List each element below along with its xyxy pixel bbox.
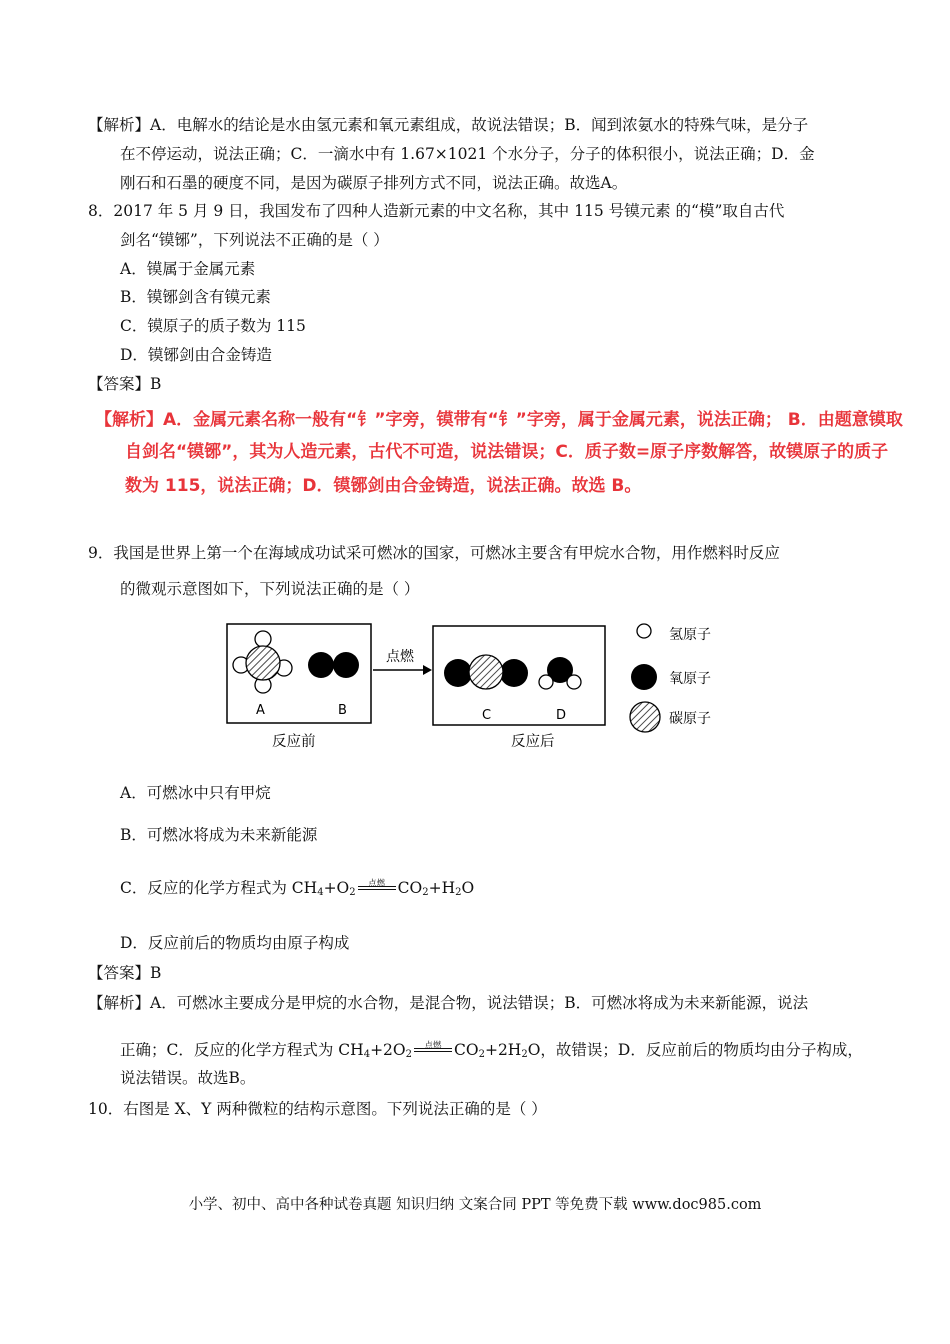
label-c: C xyxy=(482,708,492,723)
label-a: A xyxy=(256,703,265,718)
methane-molecule xyxy=(233,631,292,693)
hydrogen-atom xyxy=(539,675,553,689)
q9-option-c-prefix: C．反应的化学方程式为 xyxy=(120,879,292,897)
q10-stem: 10．右图是 X、Y 两种微粒的结构示意图。下列说法正确的是（ ） xyxy=(88,1100,547,1118)
equation-reactants: $CH_4+2O_2$ xyxy=(338,1041,412,1060)
q8-analysis-line-2: 自剑名“镆铘”，其为人造元素，古代不可造，说法错误；C．质子数=原子序数解答，故镆原子的质子 xyxy=(125,442,889,462)
q8-answer: 【答案】B xyxy=(88,375,162,393)
carbon-dioxide-molecule xyxy=(444,655,528,689)
legend-oxygen-label: 氧原子 xyxy=(669,671,711,687)
q9-analysis-line-1: 【解析】A．可燃冰主要成分是甲烷的水合物，是混合物，说法错误；B．可燃冰将成为未来新能源，说法 xyxy=(88,994,809,1012)
legend-carbon-label: 碳原子 xyxy=(669,711,711,727)
q8-option-c: C．镆原子的质子数为 115 xyxy=(120,317,306,335)
reaction-diagram xyxy=(220,615,740,755)
q8-option-b: B．镆铘剑含有镆元素 xyxy=(120,288,271,306)
q9-analysis-line-3: 说法错误。故选B。 xyxy=(120,1069,256,1087)
q9-stem-line-2: 的微观示意图如下，下列说法正确的是（ ） xyxy=(120,580,420,598)
q9-option-b: B．可燃冰将成为未来新能源 xyxy=(120,826,318,844)
carbon-atom xyxy=(246,646,280,680)
water-molecule xyxy=(539,657,581,689)
oxygen-atom xyxy=(333,652,359,678)
oxygen-atom xyxy=(444,659,472,687)
legend-hydrogen-label: 氢原子 xyxy=(669,627,711,643)
q8-option-a: A．镆属于金属元素 xyxy=(120,260,256,278)
oxygen-atom xyxy=(308,652,334,678)
legend-oxygen-icon xyxy=(631,664,657,690)
label-b: B xyxy=(338,703,347,718)
carbon-atom xyxy=(469,655,503,689)
legend-carbon-icon xyxy=(630,702,660,732)
q7-analysis-line-1: 【解析】A．电解水的结论是水由氢元素和氧元素组成，故说法错误；B．闻到浓氨水的特殊气味，是分子 xyxy=(88,116,809,134)
q9-option-c xyxy=(120,878,474,903)
q9-answer: 【答案】B xyxy=(88,964,162,982)
oxygen-atom xyxy=(500,659,528,687)
q9-option-a: A．可燃冰中只有甲烷 xyxy=(120,784,271,802)
equation-reactants: $CH_4+O_2$ xyxy=(291,879,356,898)
q9-option-d: D．反应前后的物质均由原子构成 xyxy=(120,934,350,952)
equation-products: $CO_2+H_2O$ xyxy=(397,879,475,898)
legend-hydrogen-icon xyxy=(637,624,651,638)
after-caption: 反应后 xyxy=(511,734,555,750)
label-d: D xyxy=(556,708,567,723)
page-footer: 小学、初中、高中各种试卷真题 知识归纳 文案合同 PPT 等免费下载 www.doc985.com xyxy=(188,1197,762,1213)
q9-stem-line-1: 9．我国是世界上第一个在海域成功试采可燃冰的国家，可燃冰主要含有甲烷水合物，用作燃料时反应 xyxy=(88,544,780,562)
equation-condition: 点燃 xyxy=(414,1040,452,1058)
q8-stem-line-1: 8．2017 年 5 月 9 日，我国发布了四种人造新元素的中文名称，其中 115 号镆元素 的“模”取自古代 xyxy=(88,202,785,220)
before-caption: 反应前 xyxy=(272,734,316,750)
oxygen-molecule xyxy=(308,652,359,678)
equation-condition: 点燃 xyxy=(358,878,396,896)
q9-analysis-line-2: 正确；C．反应的化学方程式为 $CH_4+2O_2$ 点燃 $CO_2+2H_2O$，故错误；D．反应前后的物质均由分子构成， xyxy=(120,1041,863,1060)
q8-option-d: D．镆铘剑由合金铸造 xyxy=(120,346,272,364)
hydrogen-atom xyxy=(567,675,581,689)
arrow-label: 点燃 xyxy=(386,649,414,665)
q8-stem-line-2: 剑名“镆铘”，下列说法不正确的是（ ） xyxy=(120,231,389,249)
equation-products: $CO_2+2H_2O$ xyxy=(454,1041,541,1060)
q7-analysis-line-2: 在不停运动，说法正确；C．一滴水中有 1.67×1021 个水分子，分子的体积很小，说法正确；D．金 xyxy=(120,145,815,163)
hydrogen-atom xyxy=(255,631,271,647)
q8-analysis-line-1: 【解析】A．金属元素名称一般有“钅”字旁，镆带有“钅”字旁，属于金属元素，说法正确； B．由题意镆取 xyxy=(95,410,903,430)
q7-analysis-line-3: 刚石和石墨的硬度不同，是因为碳原子排列方式不同，说法正确。故选A。 xyxy=(120,174,628,192)
q8-analysis-line-3: 数为 115，说法正确；D．镆铘剑由合金铸造，说法正确。故选 B。 xyxy=(125,476,642,496)
